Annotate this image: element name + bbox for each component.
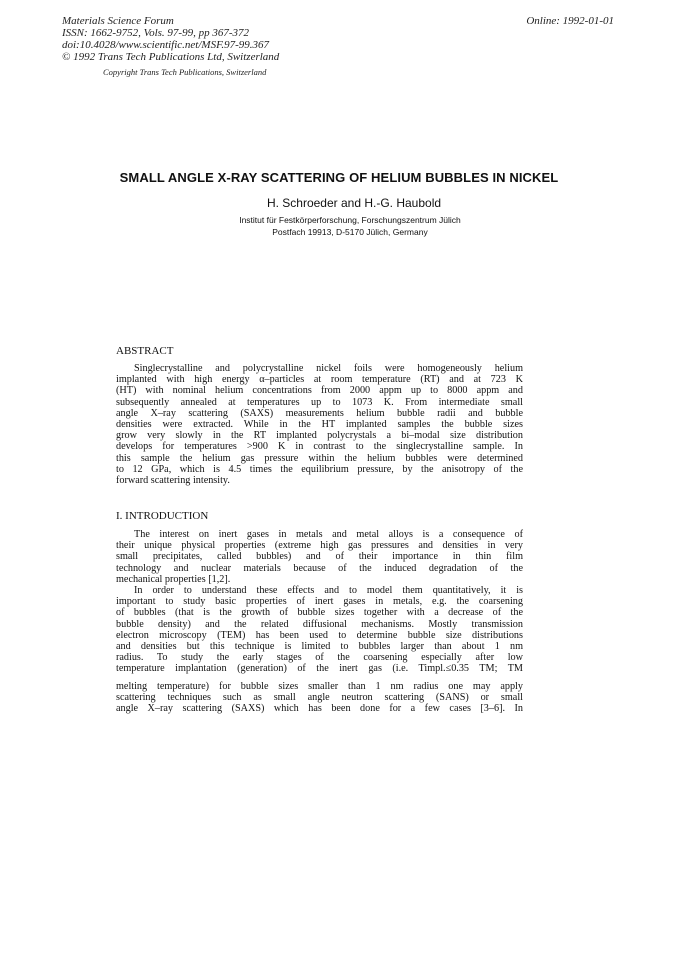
- issn-line: ISSN: 1662-9752, Vols. 97-99, pp 367-372: [62, 27, 249, 39]
- abstract-body: [116, 363, 523, 486]
- abstract-line: to 12 GPa, which is 4.5 times the equilibrium pressure, by the anisotropy of the: [116, 463, 523, 475]
- intro-line: mechanical properties [1,2].: [116, 573, 231, 585]
- intro-line: technology and nuclear materials because of the induced degradation of the: [116, 562, 523, 574]
- affiliation-line-1: Institut für Festkörperforschung, Forschungszentrum Jülich: [239, 215, 461, 225]
- affiliation-line-2: Postfach 19913, D-5170 Jülich, Germany: [272, 227, 428, 237]
- abstract-line: (HT) with nominal helium concentrations from 2000 appm up to 8000 appm and: [116, 385, 523, 397]
- journal-metadata: [62, 15, 279, 63]
- intro-line: scattering techniques such as small angle neutron scattering (SANS) or small: [116, 691, 523, 703]
- intro-line: temperature implantation (generation) of the inert gas (i.e. Timpl.≤0.35 TM; TM: [116, 663, 523, 675]
- copyright-line: © 1992 Trans Tech Publications Ltd, Switzerland: [62, 51, 280, 63]
- abstract-line: implanted with high energy α–particles at room temperature (RT) and at 723 K: [116, 374, 523, 386]
- abstract-line: angle X–ray scattering (SAXS) measurements helium bubble radii and bubble: [116, 407, 523, 419]
- intro-line: The interest on inert gases in metals and metal alloys is a consequence of: [134, 529, 523, 540]
- intro-line: of bubbles (that is the growth of bubble sizes together with a decrease of the: [116, 607, 523, 619]
- abstract-line: this sample the helium gas pressure within the helium bubbles were determined: [116, 452, 523, 464]
- affiliation: [0, 214, 678, 238]
- abstract-line: subsequently annealed at temperatures up to 1073 K. From intermediate small: [116, 396, 523, 408]
- intro-line: angle X–ray scattering (SAXS) which has been done for a few cases [3–6]. In: [116, 703, 523, 715]
- online-date: Online: 1992-01-01: [526, 15, 614, 27]
- intro-line: electron microscopy (TEM) has been used to determine bubble size distributions: [116, 629, 523, 641]
- intro-line: and densities but this technique is limited to bubbles larger than about 1 nm: [116, 641, 523, 653]
- intro-line: important to study basic properties of inert gases in metals, e.g. the coarsening: [116, 596, 523, 608]
- introduction-body: [116, 529, 523, 714]
- paper-authors: H. Schroeder and H.-G. Haubold: [266, 196, 442, 210]
- intro-line: melting temperature) for bubble sizes smaller than 1 nm radius one may apply: [116, 680, 523, 692]
- journal-name: Materials Science Forum: [62, 15, 174, 27]
- abstract-heading: ABSTRACT: [116, 345, 174, 357]
- paper-title: SMALL ANGLE X-RAY SCATTERING OF HELIUM BUBBLES IN NICKEL: [119, 170, 559, 185]
- doi-line[interactable]: doi:10.4028/www.scientific.net/MSF.97-99.367: [62, 39, 270, 51]
- intro-line: their unique physical properties (extreme high gas pressures and densities in very: [116, 540, 523, 552]
- abstract-line: grow very slowly in the RT implanted polycrystals a bi–modal size distribution: [116, 430, 523, 442]
- abstract-line: forward scattering intensity.: [116, 475, 230, 487]
- intro-line: bubble density) and the related diffusional mechanisms. Mostly transmission: [116, 618, 523, 630]
- abstract-line: develops for temperatures >900 K in contrast to the singlecrystalline sample. In: [116, 441, 523, 453]
- abstract-line: densities were extracted. While in the HT implanted samples the bubble sizes: [116, 419, 523, 431]
- intro-line: In order to understand these effects and to model them quantitatively, it is: [134, 585, 523, 597]
- intro-line: radius. To study the early stages of the coarsening especially after low: [116, 652, 523, 664]
- copyright-small: Copyright Trans Tech Publications, Switzerland: [103, 67, 267, 77]
- introduction-heading: I. INTRODUCTION: [116, 510, 209, 522]
- intro-line: small precipitates, called bubbles) and of their importance in thin film: [116, 551, 523, 563]
- abstract-line: Singlecrystalline and polycrystalline nickel foils were homogeneously helium: [134, 363, 523, 374]
